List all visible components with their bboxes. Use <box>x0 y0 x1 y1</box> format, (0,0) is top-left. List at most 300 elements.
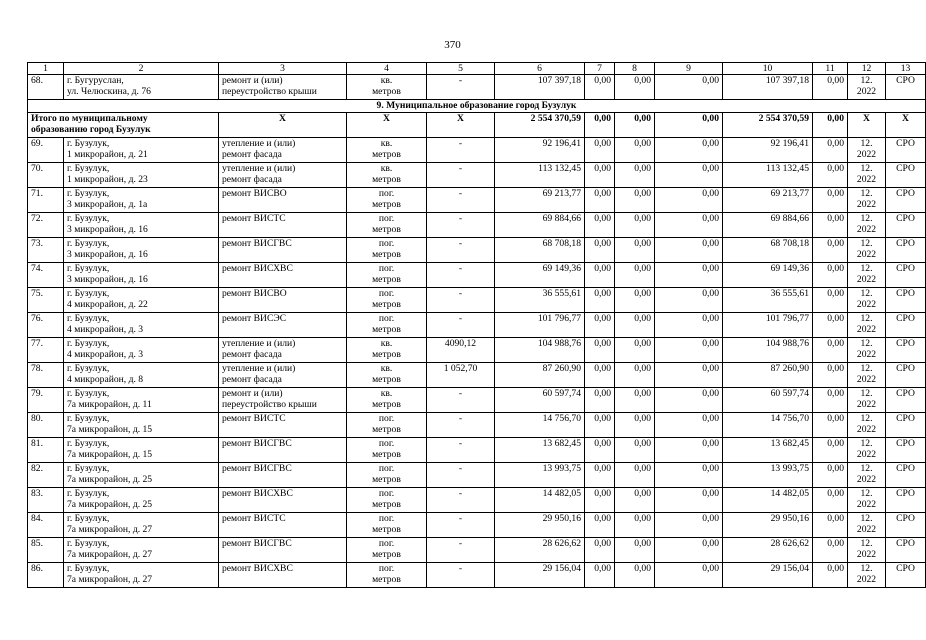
volume: - <box>427 75 495 100</box>
completion-date-line2: 2022 <box>856 374 877 385</box>
address-line2: 4 микрорайон, д. 3 <box>67 349 144 360</box>
completion-date-line1: 12. <box>860 563 873 574</box>
unit-line1: пог. <box>378 438 395 449</box>
work-type <box>219 488 347 513</box>
total-label-line: Итого по муниципальному <box>31 113 148 124</box>
completion-date-line1: 12. <box>860 213 873 224</box>
table-row <box>28 238 926 263</box>
address <box>64 263 219 288</box>
table-row <box>28 213 926 238</box>
address-line2: 7а микрорайон, д. 27 <box>67 524 153 535</box>
table-row <box>28 538 926 563</box>
table-row <box>28 413 926 438</box>
funding-source: СРО <box>886 538 926 563</box>
cost-col10: 28 626,62 <box>723 538 813 563</box>
volume: 4090,12 <box>427 338 495 363</box>
cost-col7: 0,00 <box>585 313 615 338</box>
address-line1: г. Бузулук, <box>67 138 110 149</box>
volume: - <box>427 213 495 238</box>
unit <box>347 413 427 438</box>
completion-date-line1: 12. <box>860 438 873 449</box>
completion-date-line2: 2022 <box>856 324 877 335</box>
completion-date-line2: 2022 <box>856 249 877 260</box>
row-number: 71. <box>28 188 64 213</box>
completion-date-line2: 2022 <box>856 149 877 160</box>
completion-date-line2: 2022 <box>856 474 877 485</box>
table-row <box>28 563 926 588</box>
work-type-line1: ремонт ВИСГВС <box>222 538 292 549</box>
funding-source: СРО <box>886 513 926 538</box>
unit-line2: метров <box>372 399 401 410</box>
completion-date-line1: 12. <box>860 75 873 86</box>
volume: - <box>427 563 495 588</box>
cost-col10: 69 884,66 <box>723 213 813 238</box>
work-type-line2: ремонт фасада <box>222 174 282 185</box>
total-cost: 2 554 370,59 <box>495 113 585 138</box>
address-line1: г. Бузулук, <box>67 363 110 374</box>
unit-line2: метров <box>372 549 401 560</box>
work-type <box>219 388 347 413</box>
unit <box>347 163 427 188</box>
work-type-line1: ремонт ВИСТС <box>222 213 286 224</box>
completion-date <box>848 238 886 263</box>
completion-date-line1: 12. <box>860 188 873 199</box>
row-number: 85. <box>28 538 64 563</box>
address-line2: 3 микрорайон, д. 1а <box>67 199 148 210</box>
work-type-line1: ремонт и (или) <box>222 388 283 399</box>
total-row <box>28 113 926 138</box>
cost-col8: 0,00 <box>615 363 655 388</box>
work-type-line2: ремонт фасада <box>222 374 282 385</box>
cost-col11: 0,00 <box>813 288 848 313</box>
volume: - <box>427 513 495 538</box>
cost-col9: 0,00 <box>655 488 723 513</box>
address-line1: г. Бугуруслан, <box>67 75 124 86</box>
cost-col11: 0,00 <box>813 413 848 438</box>
total-cost: 113 132,45 <box>495 163 585 188</box>
cost-col7: 0,00 <box>585 188 615 213</box>
unit-line1: кв. <box>380 138 393 149</box>
unit-line1: пог. <box>378 238 395 249</box>
total-cost: 29 950,16 <box>495 513 585 538</box>
address-line2: 3 микрорайон, д. 16 <box>67 224 148 235</box>
total-col7: 0,00 <box>585 113 615 138</box>
unit-line1: кв. <box>380 163 393 174</box>
unit-line1: кв. <box>380 75 393 86</box>
cost-col11: 0,00 <box>813 513 848 538</box>
cost-col9: 0,00 <box>655 363 723 388</box>
table-row <box>28 363 926 388</box>
work-type <box>219 438 347 463</box>
cost-col10: 68 708,18 <box>723 238 813 263</box>
completion-date-line2: 2022 <box>856 174 877 185</box>
total-cost: 28 626,62 <box>495 538 585 563</box>
work-type-line1: ремонт и (или) <box>222 75 283 86</box>
table-row <box>28 288 926 313</box>
address <box>64 513 219 538</box>
row-number: 69. <box>28 138 64 163</box>
funding-source: СРО <box>886 313 926 338</box>
address <box>64 213 219 238</box>
address-line1: г. Бузулук, <box>67 338 110 349</box>
completion-date-line1: 12. <box>860 388 873 399</box>
cost-col10: 13 682,45 <box>723 438 813 463</box>
table-row <box>28 463 926 488</box>
volume: - <box>427 288 495 313</box>
unit-line2: метров <box>372 524 401 535</box>
address-line1: г. Бузулук, <box>67 563 110 574</box>
completion-date <box>848 313 886 338</box>
cost-col8: 0,00 <box>615 238 655 263</box>
row-number: 83. <box>28 488 64 513</box>
cost-col8: 0,00 <box>615 488 655 513</box>
address-line1: г. Бузулук, <box>67 213 110 224</box>
completion-date-line2: 2022 <box>856 399 877 410</box>
unit-line2: метров <box>372 224 401 235</box>
unit-line2: метров <box>372 474 401 485</box>
volume: - <box>427 238 495 263</box>
cost-col9: 0,00 <box>655 188 723 213</box>
cost-col8: 0,00 <box>615 513 655 538</box>
completion-date-line2: 2022 <box>856 549 877 560</box>
work-type-line1: ремонт ВИСВО <box>222 188 287 199</box>
unit-line1: пог. <box>378 188 395 199</box>
unit-line2: метров <box>372 449 401 460</box>
cost-col10: 29 950,16 <box>723 513 813 538</box>
address <box>64 413 219 438</box>
address-line2: 1 микрорайон, д. 21 <box>67 149 148 160</box>
total-col11: 0,00 <box>813 113 848 138</box>
column-number: 12 <box>848 63 886 75</box>
cost-col10: 69 213,77 <box>723 188 813 213</box>
unit-line1: пог. <box>378 263 395 274</box>
funding-source: СРО <box>886 363 926 388</box>
work-type-line2: ремонт фасада <box>222 349 282 360</box>
completion-date <box>848 338 886 363</box>
cost-col10: 14 756,70 <box>723 413 813 438</box>
cost-col7: 0,00 <box>585 163 615 188</box>
funding-source: СРО <box>886 563 926 588</box>
work-type <box>219 413 347 438</box>
address <box>64 363 219 388</box>
cost-col9: 0,00 <box>655 163 723 188</box>
column-number: 9 <box>655 63 723 75</box>
column-number: 13 <box>886 63 926 75</box>
volume: - <box>427 263 495 288</box>
address-line1: г. Бузулук, <box>67 388 110 399</box>
section-header-row <box>28 100 926 113</box>
address-line2: 4 микрорайон, д. 22 <box>67 299 148 310</box>
row-number: 72. <box>28 213 64 238</box>
unit-line2: метров <box>372 199 401 210</box>
unit-line2: метров <box>372 499 401 510</box>
cost-col11: 0,00 <box>813 388 848 413</box>
address-line2: 4 микрорайон, д. 3 <box>67 324 144 335</box>
column-number: 11 <box>813 63 848 75</box>
row-number: 74. <box>28 263 64 288</box>
funding-source: СРО <box>886 163 926 188</box>
column-number: 8 <box>615 63 655 75</box>
unit-line2: метров <box>372 324 401 335</box>
total-cost: 13 993,75 <box>495 463 585 488</box>
work-type-line1: ремонт ВИСГВС <box>222 438 292 449</box>
completion-date-line2: 2022 <box>856 86 877 97</box>
cost-col10: 92 196,41 <box>723 138 813 163</box>
cost-col10: 14 482,05 <box>723 488 813 513</box>
cost-col11: 0,00 <box>813 338 848 363</box>
cost-col9: 0,00 <box>655 513 723 538</box>
cost-col8: 0,00 <box>615 75 655 100</box>
cost-col7: 0,00 <box>585 75 615 100</box>
address-line2: ул. Челюскина, д. 76 <box>67 86 151 97</box>
completion-date <box>848 288 886 313</box>
unit <box>347 213 427 238</box>
work-type-line1: утепление и (или) <box>222 138 296 149</box>
address-line1: г. Бузулук, <box>67 488 110 499</box>
column-number: 1 <box>28 63 64 75</box>
row-number: 84. <box>28 513 64 538</box>
completion-date-line2: 2022 <box>856 199 877 210</box>
completion-date <box>848 138 886 163</box>
unit-line1: пог. <box>378 538 395 549</box>
work-type-line1: утепление и (или) <box>222 363 296 374</box>
work-type-line2: переустройство крыши <box>222 399 317 410</box>
completion-date <box>848 438 886 463</box>
unit <box>347 538 427 563</box>
total-cost: 36 555,61 <box>495 288 585 313</box>
total-cost: 104 988,76 <box>495 338 585 363</box>
address <box>64 75 219 100</box>
cost-col7: 0,00 <box>585 263 615 288</box>
cost-col7: 0,00 <box>585 138 615 163</box>
cost-col8: 0,00 <box>615 338 655 363</box>
cost-col11: 0,00 <box>813 188 848 213</box>
unit-line1: пог. <box>378 513 395 524</box>
row-number: 68. <box>28 75 64 100</box>
completion-date <box>848 488 886 513</box>
unit-line1: кв. <box>380 363 393 374</box>
unit <box>347 488 427 513</box>
total-cost: 69 213,77 <box>495 188 585 213</box>
completion-date-line1: 12. <box>860 263 873 274</box>
work-type <box>219 163 347 188</box>
work-type-line1: ремонт ВИСХВС <box>222 488 293 499</box>
completion-date <box>848 463 886 488</box>
unit-line1: кв. <box>380 338 393 349</box>
page-number: 370 <box>444 39 461 51</box>
cost-col8: 0,00 <box>615 288 655 313</box>
funding-source: СРО <box>886 438 926 463</box>
completion-date-line2: 2022 <box>856 274 877 285</box>
address-line2: 7а микрорайон, д. 15 <box>67 424 153 435</box>
total-volume: Х <box>427 113 495 138</box>
row-number: 78. <box>28 363 64 388</box>
cost-col8: 0,00 <box>615 313 655 338</box>
completion-date-line1: 12. <box>860 488 873 499</box>
address <box>64 288 219 313</box>
address-line2: 7а микрорайон, д. 27 <box>67 574 153 585</box>
unit <box>347 263 427 288</box>
completion-date <box>848 163 886 188</box>
address-line1: г. Бузулук, <box>67 263 110 274</box>
total-cost: 68 708,18 <box>495 238 585 263</box>
cost-col8: 0,00 <box>615 388 655 413</box>
table-body <box>28 63 926 588</box>
unit-line2: метров <box>372 149 401 160</box>
cost-col9: 0,00 <box>655 313 723 338</box>
funding-source: СРО <box>886 75 926 100</box>
work-type-line1: ремонт ВИСГВС <box>222 238 292 249</box>
completion-date-line1: 12. <box>860 163 873 174</box>
table-row <box>28 75 926 100</box>
work-type <box>219 463 347 488</box>
address <box>64 438 219 463</box>
work-type-line2: переустройство крыши <box>222 86 317 97</box>
cost-col9: 0,00 <box>655 463 723 488</box>
unit-line1: пог. <box>378 463 395 474</box>
cost-col11: 0,00 <box>813 438 848 463</box>
unit-line1: пог. <box>378 563 395 574</box>
work-type-line2: ремонт фасада <box>222 149 282 160</box>
unit <box>347 75 427 100</box>
funding-source: СРО <box>886 188 926 213</box>
address-line1: г. Бузулук, <box>67 313 110 324</box>
cost-col9: 0,00 <box>655 238 723 263</box>
address-line2: 3 микрорайон, д. 16 <box>67 274 148 285</box>
table-row <box>28 338 926 363</box>
row-number: 70. <box>28 163 64 188</box>
cost-col10: 69 149,36 <box>723 263 813 288</box>
column-number: 10 <box>723 63 813 75</box>
completion-date-line1: 12. <box>860 538 873 549</box>
volume: - <box>427 388 495 413</box>
completion-date-line1: 12. <box>860 313 873 324</box>
unit <box>347 363 427 388</box>
cost-col11: 0,00 <box>813 563 848 588</box>
cost-col7: 0,00 <box>585 563 615 588</box>
unit-line1: пог. <box>378 313 395 324</box>
funding-source: СРО <box>886 338 926 363</box>
address <box>64 313 219 338</box>
unit-line2: метров <box>372 274 401 285</box>
completion-date-line1: 12. <box>860 463 873 474</box>
unit <box>347 138 427 163</box>
table-row <box>28 388 926 413</box>
cost-col9: 0,00 <box>655 563 723 588</box>
work-type <box>219 538 347 563</box>
unit-line2: метров <box>372 249 401 260</box>
cost-col9: 0,00 <box>655 263 723 288</box>
completion-date-line1: 12. <box>860 138 873 149</box>
address <box>64 538 219 563</box>
unit <box>347 438 427 463</box>
completion-date-line2: 2022 <box>856 299 877 310</box>
address-line1: г. Бузулук, <box>67 463 110 474</box>
total-work-type: Х <box>219 113 347 138</box>
work-type <box>219 513 347 538</box>
total-cost: 69 149,36 <box>495 263 585 288</box>
column-number: 6 <box>495 63 585 75</box>
unit-line2: метров <box>372 349 401 360</box>
unit-line1: пог. <box>378 288 395 299</box>
cost-col11: 0,00 <box>813 488 848 513</box>
completion-date-line1: 12. <box>860 363 873 374</box>
cost-col7: 0,00 <box>585 488 615 513</box>
work-type <box>219 75 347 100</box>
completion-date <box>848 413 886 438</box>
volume: - <box>427 188 495 213</box>
work-type <box>219 563 347 588</box>
unit <box>347 513 427 538</box>
cost-col10: 29 156,04 <box>723 563 813 588</box>
funding-source: СРО <box>886 388 926 413</box>
volume: - <box>427 488 495 513</box>
cost-col7: 0,00 <box>585 338 615 363</box>
unit-line1: пог. <box>378 213 395 224</box>
cost-col8: 0,00 <box>615 563 655 588</box>
table-row <box>28 138 926 163</box>
column-number: 2 <box>64 63 219 75</box>
completion-date-line1: 12. <box>860 288 873 299</box>
address-line1: г. Бузулук, <box>67 163 110 174</box>
address-line1: г. Бузулук, <box>67 238 110 249</box>
total-label <box>28 113 219 138</box>
completion-date-line2: 2022 <box>856 224 877 235</box>
cost-col9: 0,00 <box>655 75 723 100</box>
cost-col9: 0,00 <box>655 538 723 563</box>
row-number: 77. <box>28 338 64 363</box>
completion-date-line2: 2022 <box>856 349 877 360</box>
unit-line2: метров <box>372 374 401 385</box>
cost-col7: 0,00 <box>585 413 615 438</box>
row-number: 79. <box>28 388 64 413</box>
cost-col7: 0,00 <box>585 438 615 463</box>
address <box>64 563 219 588</box>
address-line1: г. Бузулук, <box>67 513 110 524</box>
completion-date-line1: 12. <box>860 513 873 524</box>
total-cost: 101 796,77 <box>495 313 585 338</box>
address <box>64 188 219 213</box>
total-cost: 92 196,41 <box>495 138 585 163</box>
funding-source: СРО <box>886 413 926 438</box>
cost-col7: 0,00 <box>585 463 615 488</box>
row-number: 86. <box>28 563 64 588</box>
work-type-line1: утепление и (или) <box>222 163 296 174</box>
total-cost: 60 597,74 <box>495 388 585 413</box>
column-number: 7 <box>585 63 615 75</box>
unit <box>347 388 427 413</box>
total-cost: 14 482,05 <box>495 488 585 513</box>
work-type <box>219 138 347 163</box>
total-cost: 69 884,66 <box>495 213 585 238</box>
address <box>64 238 219 263</box>
address-line2: 7а микрорайон, д. 11 <box>67 399 152 410</box>
work-type-line1: ремонт ВИСХВС <box>222 263 293 274</box>
volume: - <box>427 463 495 488</box>
cost-col10: 60 597,74 <box>723 388 813 413</box>
work-type-line1: утепление и (или) <box>222 338 296 349</box>
work-type <box>219 213 347 238</box>
total-unit: Х <box>347 113 427 138</box>
unit-line2: метров <box>372 299 401 310</box>
address-line1: г. Бузулук, <box>67 438 110 449</box>
total-label-line: образованию город Бузулук <box>31 124 151 135</box>
address-line2: 4 микрорайон, д. 8 <box>67 374 144 385</box>
work-type <box>219 288 347 313</box>
row-number: 80. <box>28 413 64 438</box>
cost-col11: 0,00 <box>813 163 848 188</box>
volume: - <box>427 538 495 563</box>
